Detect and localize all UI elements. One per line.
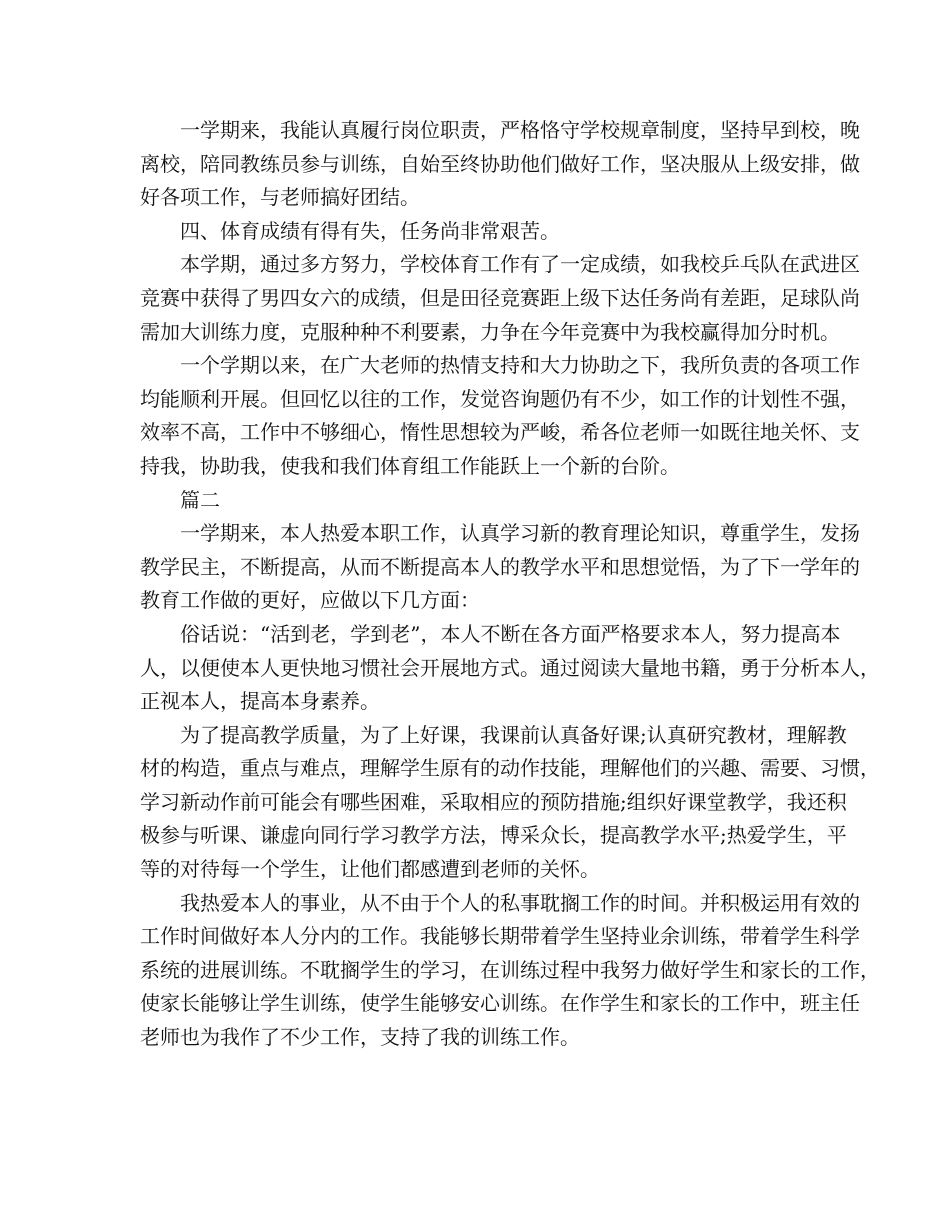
paragraph (140, 517, 860, 618)
text-line: 等的对待每一个学生，让他们都感遭到老师的关怀。 (140, 857, 600, 882)
text-line: 正视本人，提高本身素养。 (140, 689, 380, 714)
text-line: 离校，陪同教练员参与训练，自始至终协助他们做好工作，坚决服从上级安排，做 (140, 151, 860, 176)
text-line: 竞赛中获得了男四女六的成绩，但是田径竞赛距上级下达任务尚有差距，足球队尚 (140, 285, 860, 310)
paragraph (140, 114, 860, 215)
text-line: 俗话说：“活到老，学到老”，本人不断在各方面严格要求本人，努力提高本 (180, 621, 841, 646)
paragraph (140, 349, 860, 483)
text-line: 四、体育成绩有得有失，任务尚非常艰苦。 (180, 218, 560, 243)
paragraph (140, 719, 880, 887)
paragraph (140, 887, 880, 1055)
text-line: 为了提高教学质量，为了上好课，我课前认真备好课;认真研究教材，理解教 (180, 722, 847, 747)
text-line: 材的构造，重点与难点，理解学生原有的动作技能，理解他们的兴趣、需要、习惯， (140, 756, 880, 781)
text-line: 教学民主，不断提高，从而不断提高本人的教学水平和思想觉悟，为了下一学年的 (140, 554, 860, 579)
text-line: 一学期来，我能认真履行岗位职责，严格恪守学校规章制度，坚持早到校，晚 (180, 118, 860, 142)
paragraph (140, 484, 830, 518)
text-line: 系统的进展训练。不耽搁学生的学习，在训练过程中我努力做好学生和家长的工作， (140, 957, 880, 982)
text-line: 我热爱本人的事业，从不由于个人的私事耽搁工作的时间。并积极运用有效的 (180, 890, 860, 915)
paragraph (140, 248, 860, 349)
text-line: 需加大训练力度，克服种种不利要素，力争在今年竞赛中为我校赢得加分时机。 (140, 319, 840, 344)
text-line: 持我，协助我，使我和我们体育组工作能跃上一个新的台阶。 (140, 453, 680, 478)
text-line: 人，以便使本人更快地习惯社会开展地方式。通过阅读大量地书籍，勇于分析本人， (140, 655, 880, 680)
text-line: 均能顺利开展。但回忆以往的工作，发觉咨询题仍有不少，如工作的计划性不强， (140, 386, 860, 411)
text-line: 工作时间做好本人分内的工作。我能够长期带着学生坚持业余训练，带着学生科学 (140, 924, 860, 949)
text-line: 极参与听课、谦虚向同行学习教学方法，博采众长，提高教学水平;热爱学生，平 (140, 823, 847, 848)
text-line: 老师也为我作了不少工作，支持了我的训练工作。 (140, 1025, 580, 1050)
text-line: 篇二 (180, 487, 220, 512)
paragraph (140, 618, 880, 719)
text-line: 一个学期以来，在广大老师的热情支持和大力协助之下，我所负责的各项工作 (180, 353, 860, 378)
text-line: 一学期来，本人热爱本职工作，认真学习新的教育理论知识，尊重学生，发扬 (180, 521, 860, 546)
text-line: 使家长能够让学生训练，使学生能够安心训练。在作学生和家长的工作中，班主任 (140, 991, 860, 1016)
text-line: 本学期，通过多方努力，学校体育工作有了一定成绩，如我校乒乓队在武进区 (180, 252, 860, 277)
document-body (140, 114, 880, 1055)
text-line: 好各项工作，与老师搞好团结。 (140, 185, 420, 210)
paragraph (140, 215, 830, 249)
text-line: 教育工作做的更好，应做以下几方面： (140, 588, 480, 613)
text-line: 效率不高，工作中不够细心，惰性思想较为严峻，希各位老师一如既往地关怀、支 (140, 420, 860, 445)
text-line: 学习新动作前可能会有哪些困难，采取相应的预防措施;组织好课堂教学，我还积 (140, 789, 847, 814)
